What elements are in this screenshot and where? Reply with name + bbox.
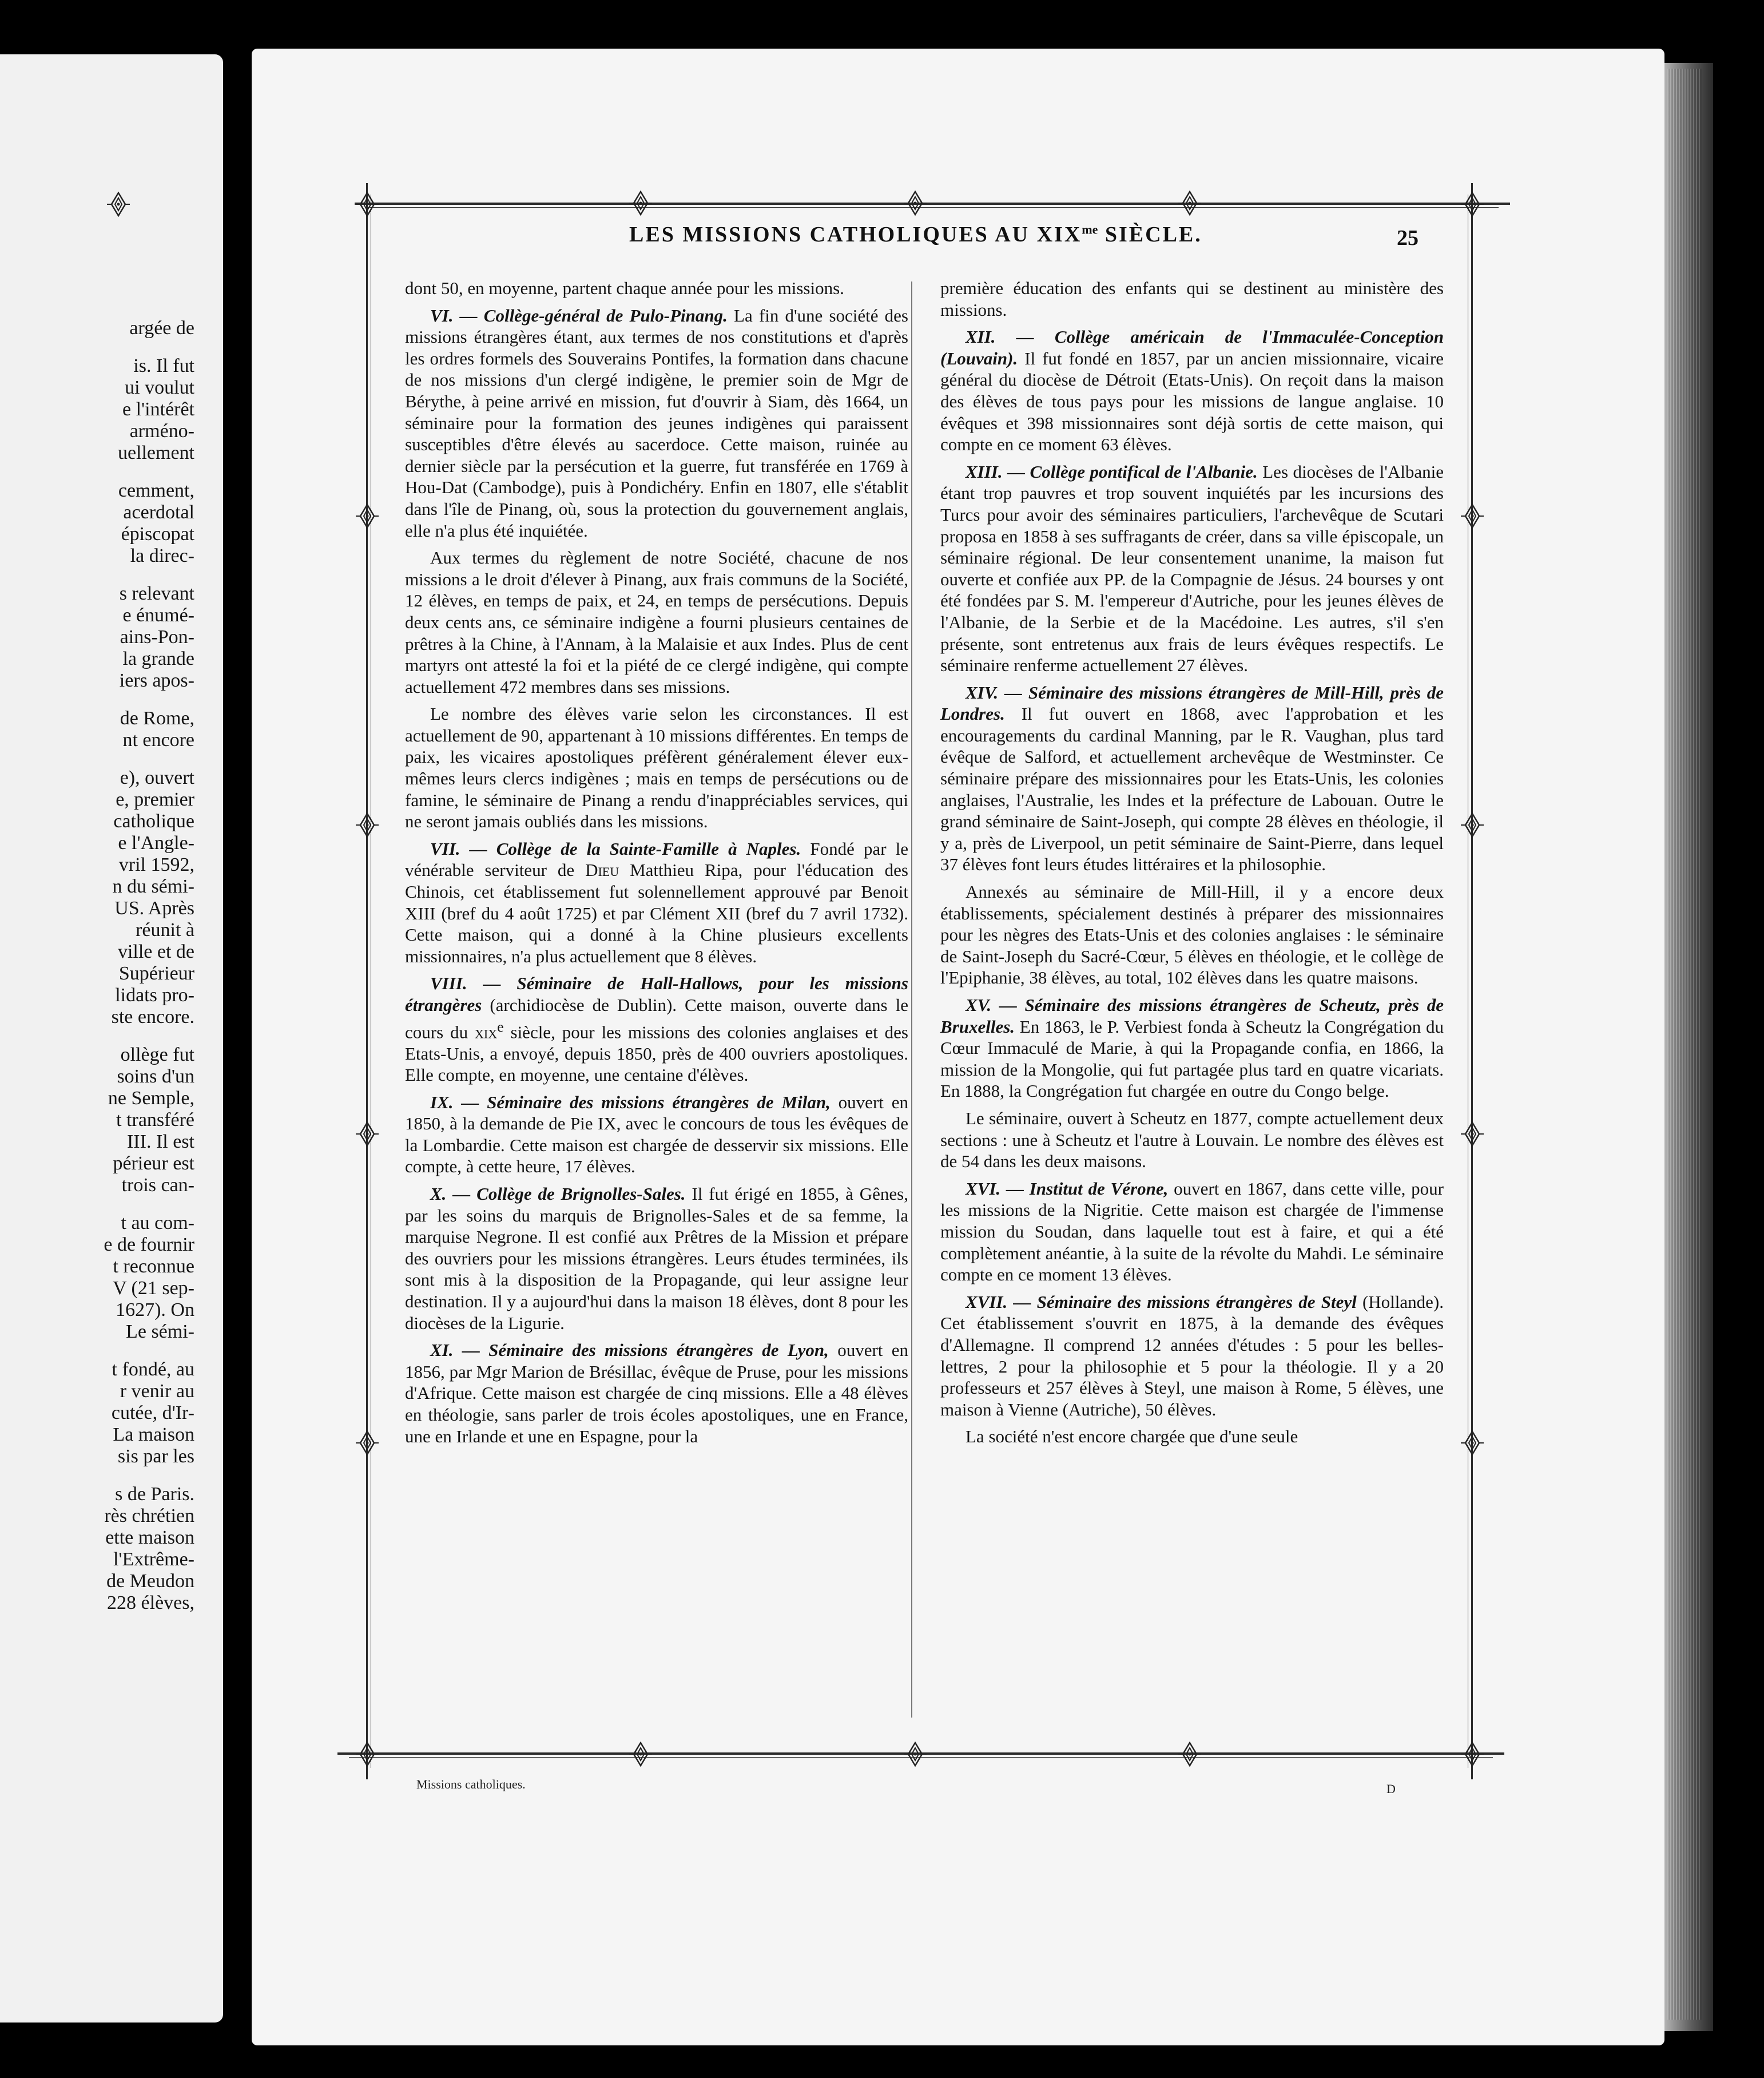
previous-page-line: s relevant <box>119 583 194 604</box>
ornament-bottom-icon <box>1177 1742 1202 1767</box>
ornament-left-icon <box>355 812 380 838</box>
paragraph: Aux termes du règlement de notre Société, chacune de nos missions a le droit d'élever à Pinang, aux frais communs de la Société, 12 élèves, en temps de paix, et 24, en temps de persécutions. Depuis deux cents ans, ce séminaire indigène a fourni plusieurs centaines de prêtres à la Chine, à l'Annam, à la Malaisie et aux Indes. Plus de cent martyrs ont attesté la foi et la piété de ce clergé indigène, qui compte actuellement 472 membres dans ses missions. <box>405 548 908 697</box>
previous-page-line: ollège fut <box>120 1044 194 1065</box>
section-heading: XII. — Collège américain de l'Immaculée-Conception (Louvain). <box>940 327 1444 368</box>
paragraph: Le séminaire, ouvert à Scheutz en 1877, compte actuellement deux sections : une à Scheutz et l'autre à Louvain. Le nombre des élèves est de 54 dans les deux maisons. <box>940 1108 1444 1172</box>
previous-page-line: n du sémi- <box>112 876 194 897</box>
previous-page-line: La maison <box>113 1424 194 1445</box>
section-body: Les diocèses de l'Albanie étant trop pauvres et trop souvent inquiétés par les incursions des Turcs pour avoir des séminaires particuliers, l'archevêque de Scutari proposa en 1858 à ses suffragants de créer, dans sa ville épiscopale, un séminaire régional. De leur consentement unanime, la maison fut ouverte et confiée aux PP. de la Compagnie de Jésus. 24 bourses y ont été fondées par S. M. l'empereur d'Autriche, pour les jeunes élèves de l'Albanie, de la Serbie et de la Macédoine. Les autres, s'il s'en présente, sont entretenus aux frais de leurs évêques respectifs. Le séminaire renferme actuellement 27 élèves. <box>940 461 1444 676</box>
ornament-right-icon <box>1460 812 1485 838</box>
line-gap <box>6 1196 194 1212</box>
section-heading: XV. — Séminaire des missions étrangères de Scheutz, près de Bruxelles. <box>940 995 1444 1037</box>
section-heading: XVI. — Institut de Vérone, <box>966 1178 1169 1199</box>
section-body-smallcaps: xix <box>475 1021 498 1042</box>
previous-page-line: e, premier <box>116 789 194 810</box>
line-gap <box>6 567 194 583</box>
previous-page-line: sis par les <box>117 1446 194 1467</box>
paragraph-section-xiii <box>940 461 1444 676</box>
previous-page-fragment <box>0 54 223 2023</box>
frame-left-rule <box>366 183 368 1779</box>
ornament-left-icon <box>355 1121 380 1147</box>
page-edge-texture <box>1667 69 1702 2020</box>
previous-page-line: US. Après <box>114 898 194 919</box>
right-column <box>940 277 1444 1453</box>
line-gap <box>6 692 194 708</box>
previous-page-line: e de fournir <box>104 1234 194 1255</box>
section-body-superscript: e <box>497 1018 504 1035</box>
ornament-top-icon <box>1177 191 1202 216</box>
paragraph-section-xvi <box>940 1178 1444 1286</box>
section-heading: VI. — Collège-général de Pulo-Pinang. <box>430 305 728 326</box>
previous-page-line: épiscopat <box>121 524 194 545</box>
section-heading: VIII. — Séminaire de Hall-Hallows, pour les missions étrangères <box>405 973 908 1015</box>
previous-page-line: t reconnue <box>113 1256 194 1277</box>
previous-page-line: V (21 sep- <box>113 1278 194 1299</box>
previous-page-line: périeur est <box>113 1153 194 1174</box>
previous-page-line: de Meudon <box>106 1571 194 1592</box>
section-heading: XI. — Séminaire des missions étrangères de Lyon, <box>430 1340 829 1361</box>
paragraph-section-viii <box>405 973 908 1085</box>
ornament-bottom-icon <box>628 1742 653 1767</box>
section-body: (Hollande). Cet établissement s'ouvrit en 1875, à la demande des évêques d'Allemagne. Il comprend 12 années d'études : 5 pour les belles-lettres, 2 pour la philosophie et 5 pour la théologie. Il y a 20 professeurs et 257 élèves à Steyl, une maison à Rome, 5 élèves, une maison à Vienne (Autriche), 50 élèves. <box>940 1291 1444 1419</box>
paragraph-section-vii <box>405 838 908 967</box>
page-number: 25 <box>1397 226 1419 250</box>
previous-page-line: acerdotal <box>123 502 194 523</box>
previous-page-line: argée de <box>129 318 194 339</box>
previous-page-line: ne Semple, <box>108 1088 194 1109</box>
paragraph: La société n'est encore chargée que d'une seule <box>966 1426 1298 1447</box>
frame-right-rule <box>1471 183 1473 1779</box>
section-body-smallcaps: Dieu <box>585 860 619 881</box>
previous-page-line: III. Il est <box>126 1131 194 1152</box>
previous-page-line: 1627). On <box>116 1299 194 1320</box>
paragraph-section-xii <box>940 326 1444 455</box>
previous-page-line: ains-Pon- <box>120 626 194 648</box>
running-head-title: LES MISSIONS CATHOLIQUES AU XIX <box>629 223 1082 247</box>
ornament-bottom-center-icon <box>903 1742 928 1767</box>
gathering-letter: D <box>1386 1782 1396 1796</box>
previous-page-line: trois can- <box>121 1175 194 1196</box>
column-divider <box>911 281 912 1718</box>
previous-page-line: cutée, d'Ir- <box>111 1402 194 1423</box>
previous-page-line: réunit à <box>136 919 194 941</box>
running-head-superscript: me <box>1082 222 1098 237</box>
previous-page-line: la direc- <box>130 545 194 566</box>
paragraph-section-vi <box>405 305 908 542</box>
ornament-right-icon <box>1460 503 1485 529</box>
ornament-left-icon <box>355 1430 380 1456</box>
corner-ornament-top-left-icon <box>355 192 380 217</box>
previous-page-line: arméno- <box>129 421 194 442</box>
paragraph: dont 50, en moyenne, partent chaque année pour les missions. <box>405 278 844 298</box>
section-heading: XIV. — Séminaire des missions étrangères de Mill-Hill, près de Londres. <box>940 682 1444 724</box>
section-heading: X. — Collège de Brignolles-Sales. <box>430 1184 686 1204</box>
previous-page-line: vril 1592, <box>118 854 194 875</box>
paragraph: Annexés au séminaire de Mill-Hill, il y a encore deux établissements, spécialement destinés à préparer des missionnaires pour les nègres des Etats-Unis et des colonies anglaises : le séminaire de Saint-Joseph du Sacré-Cœur, 5 élèves en théologie, et le collège de l'Epiphanie, 38 élèves, au total, 102 élèves dans les quatre maisons. <box>940 882 1444 988</box>
previous-page-line: e l'Angle- <box>118 832 194 854</box>
paragraph-section-xiv <box>940 682 1444 875</box>
previous-page-line: ville et de <box>117 941 194 962</box>
ornament-top-center-icon <box>903 191 928 216</box>
line-gap <box>6 1343 194 1359</box>
paragraph-section-xi <box>405 1339 908 1447</box>
section-heading: IX. — Séminaire des missions étrangères de Milan, <box>430 1092 831 1112</box>
section-heading: XIII. — Collège pontifical de l'Albanie. <box>966 461 1258 482</box>
corner-ornament-bottom-right-icon <box>1460 1742 1485 1767</box>
previous-page-line: lidats pro- <box>115 985 194 1006</box>
previous-page-line: nt encore <box>122 729 194 751</box>
line-gap <box>6 339 194 355</box>
previous-page-line: iers apos- <box>119 670 194 691</box>
previous-page-line: la grande <box>122 648 194 669</box>
frame-top-rule <box>355 203 1510 205</box>
paragraph: première éducation des enfants qui se destinent au ministère des missions. <box>940 278 1444 320</box>
section-body: Fondé par le vénérable serviteur de <box>405 838 908 881</box>
section-body: siècle, pour les missions des colonies anglaises et des Etats-Unis, a envoyé, depuis 1850, près de 400 ouvriers apostoliques. Elle compte, en moyenne, une centaine d'élèves. <box>405 1021 908 1085</box>
section-heading: VII. — Collège de la Sainte-Famille à Naples. <box>430 838 801 859</box>
previous-page-line: catholique <box>113 811 194 832</box>
ornament-right-icon <box>1460 1121 1485 1147</box>
previous-page-line: Supérieur <box>118 963 194 984</box>
previous-page-line: de Rome, <box>120 708 194 729</box>
previous-page-line: is. Il fut <box>133 355 194 376</box>
previous-page-line: uellement <box>117 442 194 463</box>
previous-page-line: Le sémi- <box>126 1321 194 1342</box>
section-body: Matthieu Ripa, pour l'éducation des Chinois, cet établissement fut solennellement approuvé par Benoit XIII (bref du 4 août 1725) et par Clément XII (bref du 7 avril 1732). Cette maison, qui a donné à la Chine plusieurs excellents missionnaires, n'a plus actuellement que 8 élèves. <box>405 860 908 966</box>
frame-top-rule-inner <box>366 207 1499 208</box>
section-body: En 1863, le P. Verbiest fonda à Scheutz la Congrégation du Cœur Immaculé de Marie, à qui la Propagande confia, en 1866, la mission de la Mongolie, qui fut partagée plus tard en quatre vicariats. En 1888, la Congrégation fut chargée en outre du Congo belge. <box>940 1016 1444 1101</box>
previous-page-line: ui voulut <box>125 377 194 398</box>
previous-page-line: t fondé, au <box>112 1359 194 1380</box>
previous-page-line: t au com- <box>121 1212 194 1234</box>
previous-page-line: l'Extrême- <box>113 1549 194 1570</box>
paragraph-section-ix <box>405 1092 908 1177</box>
ornament-top-icon <box>628 191 653 216</box>
line-gap <box>6 751 194 767</box>
corner-ornament-bottom-left-icon <box>355 1742 380 1767</box>
ornament-right-icon <box>1460 1430 1485 1456</box>
previous-page-line: ette maison <box>105 1527 194 1548</box>
previous-page-line: e), ouvert <box>120 767 194 788</box>
paragraph-section-xvii <box>940 1291 1444 1421</box>
section-body: (archidiocèse de Dublin). Cette maison, ouverte dans le cours du <box>405 995 908 1042</box>
previous-page-line: cemment, <box>118 480 194 501</box>
section-body: Il fut ouvert en 1868, avec l'approbation et les encouragements du cardinal Manning, par le R. Vaughan, plus tard évêque de Salford, et actuellement archevêque de Westminster. Ce séminaire prépare des missionnaires pour les Etats-Unis, les colonies anglaises, l'Australie, les Indes et la préfecture de Labouan. Outre le grand séminaire de Saint-Joseph, qui compte 28 élèves en théologie, il y a, près de Liverpool, un petit séminaire de Saint-Pierre, dans lequel 37 élèves font leurs études littéraires et la philosophie. <box>940 704 1444 875</box>
line-gap <box>6 1468 194 1484</box>
previous-page-line: s de Paris. <box>115 1484 194 1505</box>
section-body: ouvert en 1856, par Mgr Marion de Brésillac, évêque de Pruse, pour les missions d'Afrique. Cette maison est chargée de cinq missions. Elle a 48 élèves en théologie, sans parler de trois écoles apostoliques, une en France, une en Irlande et une en Espagne, pour la <box>405 1340 908 1446</box>
running-head <box>629 222 1202 247</box>
corner-ornament-top-left-icon <box>106 192 131 217</box>
previous-page-text <box>6 318 194 1614</box>
previous-page-line: e l'intérêt <box>122 399 194 420</box>
previous-page-line: ste encore. <box>111 1006 194 1028</box>
previous-page-line: t transféré <box>116 1109 194 1131</box>
section-body: ouvert en 1867, dans cette ville, pour les missions de la Nigritie. Cette maison est chargée de l'immense mission du Soudan, dans laquelle tout est à faire, et qui a été complètement anéantie, à la suite de la révolte du Mahdi. Le séminaire compte en ce moment 13 élèves. <box>940 1178 1444 1285</box>
section-heading: XVII. — Séminaire des missions étrangères de Steyl <box>966 1291 1357 1312</box>
paragraph: Le nombre des élèves varie selon les circonstances. Il est actuellement de 90, appartenant à 10 missions différentes. En temps de paix, les vicaires apostoliques préfèrent généralement élever eux-mêmes leurs clercs indigènes ; mais en temps de persécutions ou de famine, le séminaire de Pinang a rendu d'inappréciables services, qui ne seront jamais oubliés dans les missions. <box>405 704 908 832</box>
paragraph-section-xv <box>940 994 1444 1102</box>
corner-ornament-top-right-icon <box>1460 192 1485 217</box>
previous-page-line: e énumé- <box>122 605 194 626</box>
previous-page-line: rès chrétien <box>104 1505 194 1526</box>
running-head-title-end: SIÈCLE. <box>1098 223 1202 247</box>
left-column <box>405 277 908 1453</box>
section-body: ouvert en 1850, à la demande de Pie IX, avec le concours de tous les évêques de la Lombardie. Cette maison est chargée de desservir six missions. Elle compte, à cette heure, 17 élèves. <box>405 1092 908 1177</box>
line-gap <box>6 1028 194 1044</box>
previous-page-line: 228 élèves, <box>107 1592 194 1613</box>
section-body: Il fut érigé en 1855, à Gênes, par les soins du marquis de Brignolles-Sales et de sa femme, la marquise Negrone. Il est confié aux Prêtres de la Mission et prépare des ouvriers pour les missions étrangères. Leurs études terminées, ils sont mis à la disposition de la Propagande, qui leur assigne leur destination. Il y a aujourd'hui dans la maison 18 élèves, dont 8 pour les diocèses de la Ligurie. <box>405 1184 909 1333</box>
previous-page-line: r venir au <box>120 1381 194 1402</box>
ornament-left-icon <box>355 503 380 529</box>
section-body: Il fut fondé en 1857, par un ancien missionnaire, vicaire général du diocèse de Détroit (Etats-Unis). On reçoit dans la maison des élèves de tous pays pour les missions de langue anglaise. 10 évêques et 398 missionnaires sont déjà sortis de cette maison, qui compte en ce moment 63 élèves. <box>940 348 1444 455</box>
line-gap <box>6 464 194 480</box>
previous-page-line: soins d'un <box>117 1066 194 1087</box>
paragraph-section-x <box>405 1183 908 1334</box>
signature-mark: Missions catholiques. <box>416 1777 526 1791</box>
section-body: La fin d'une société des missions étrangères étant, aux termes de nos constitutions et d'après les ordres formels des Souverains Pontifes, la formation dans chacune de nos missions d'un clergé indigène, le premier soin de Mgr de Bérythe, à peine arrivé en mission, fut d'ouvrir à Siam, dès 1664, un séminaire pour la formation des jeunes indigènes qui paraissent susceptibles d'être élevés au sacerdoce. Cette maison, ruinée au dernier siècle par la persécution et la guerre, fut transférée en 1769 à Hou-Dat (Cambodge), puis à Pondichéry. Enfin en 1807, elle s'établit dans l'île de Pinang, où, sous la protection du gouvernement anglais, elle n'a plus été inquiétée. <box>405 305 908 541</box>
